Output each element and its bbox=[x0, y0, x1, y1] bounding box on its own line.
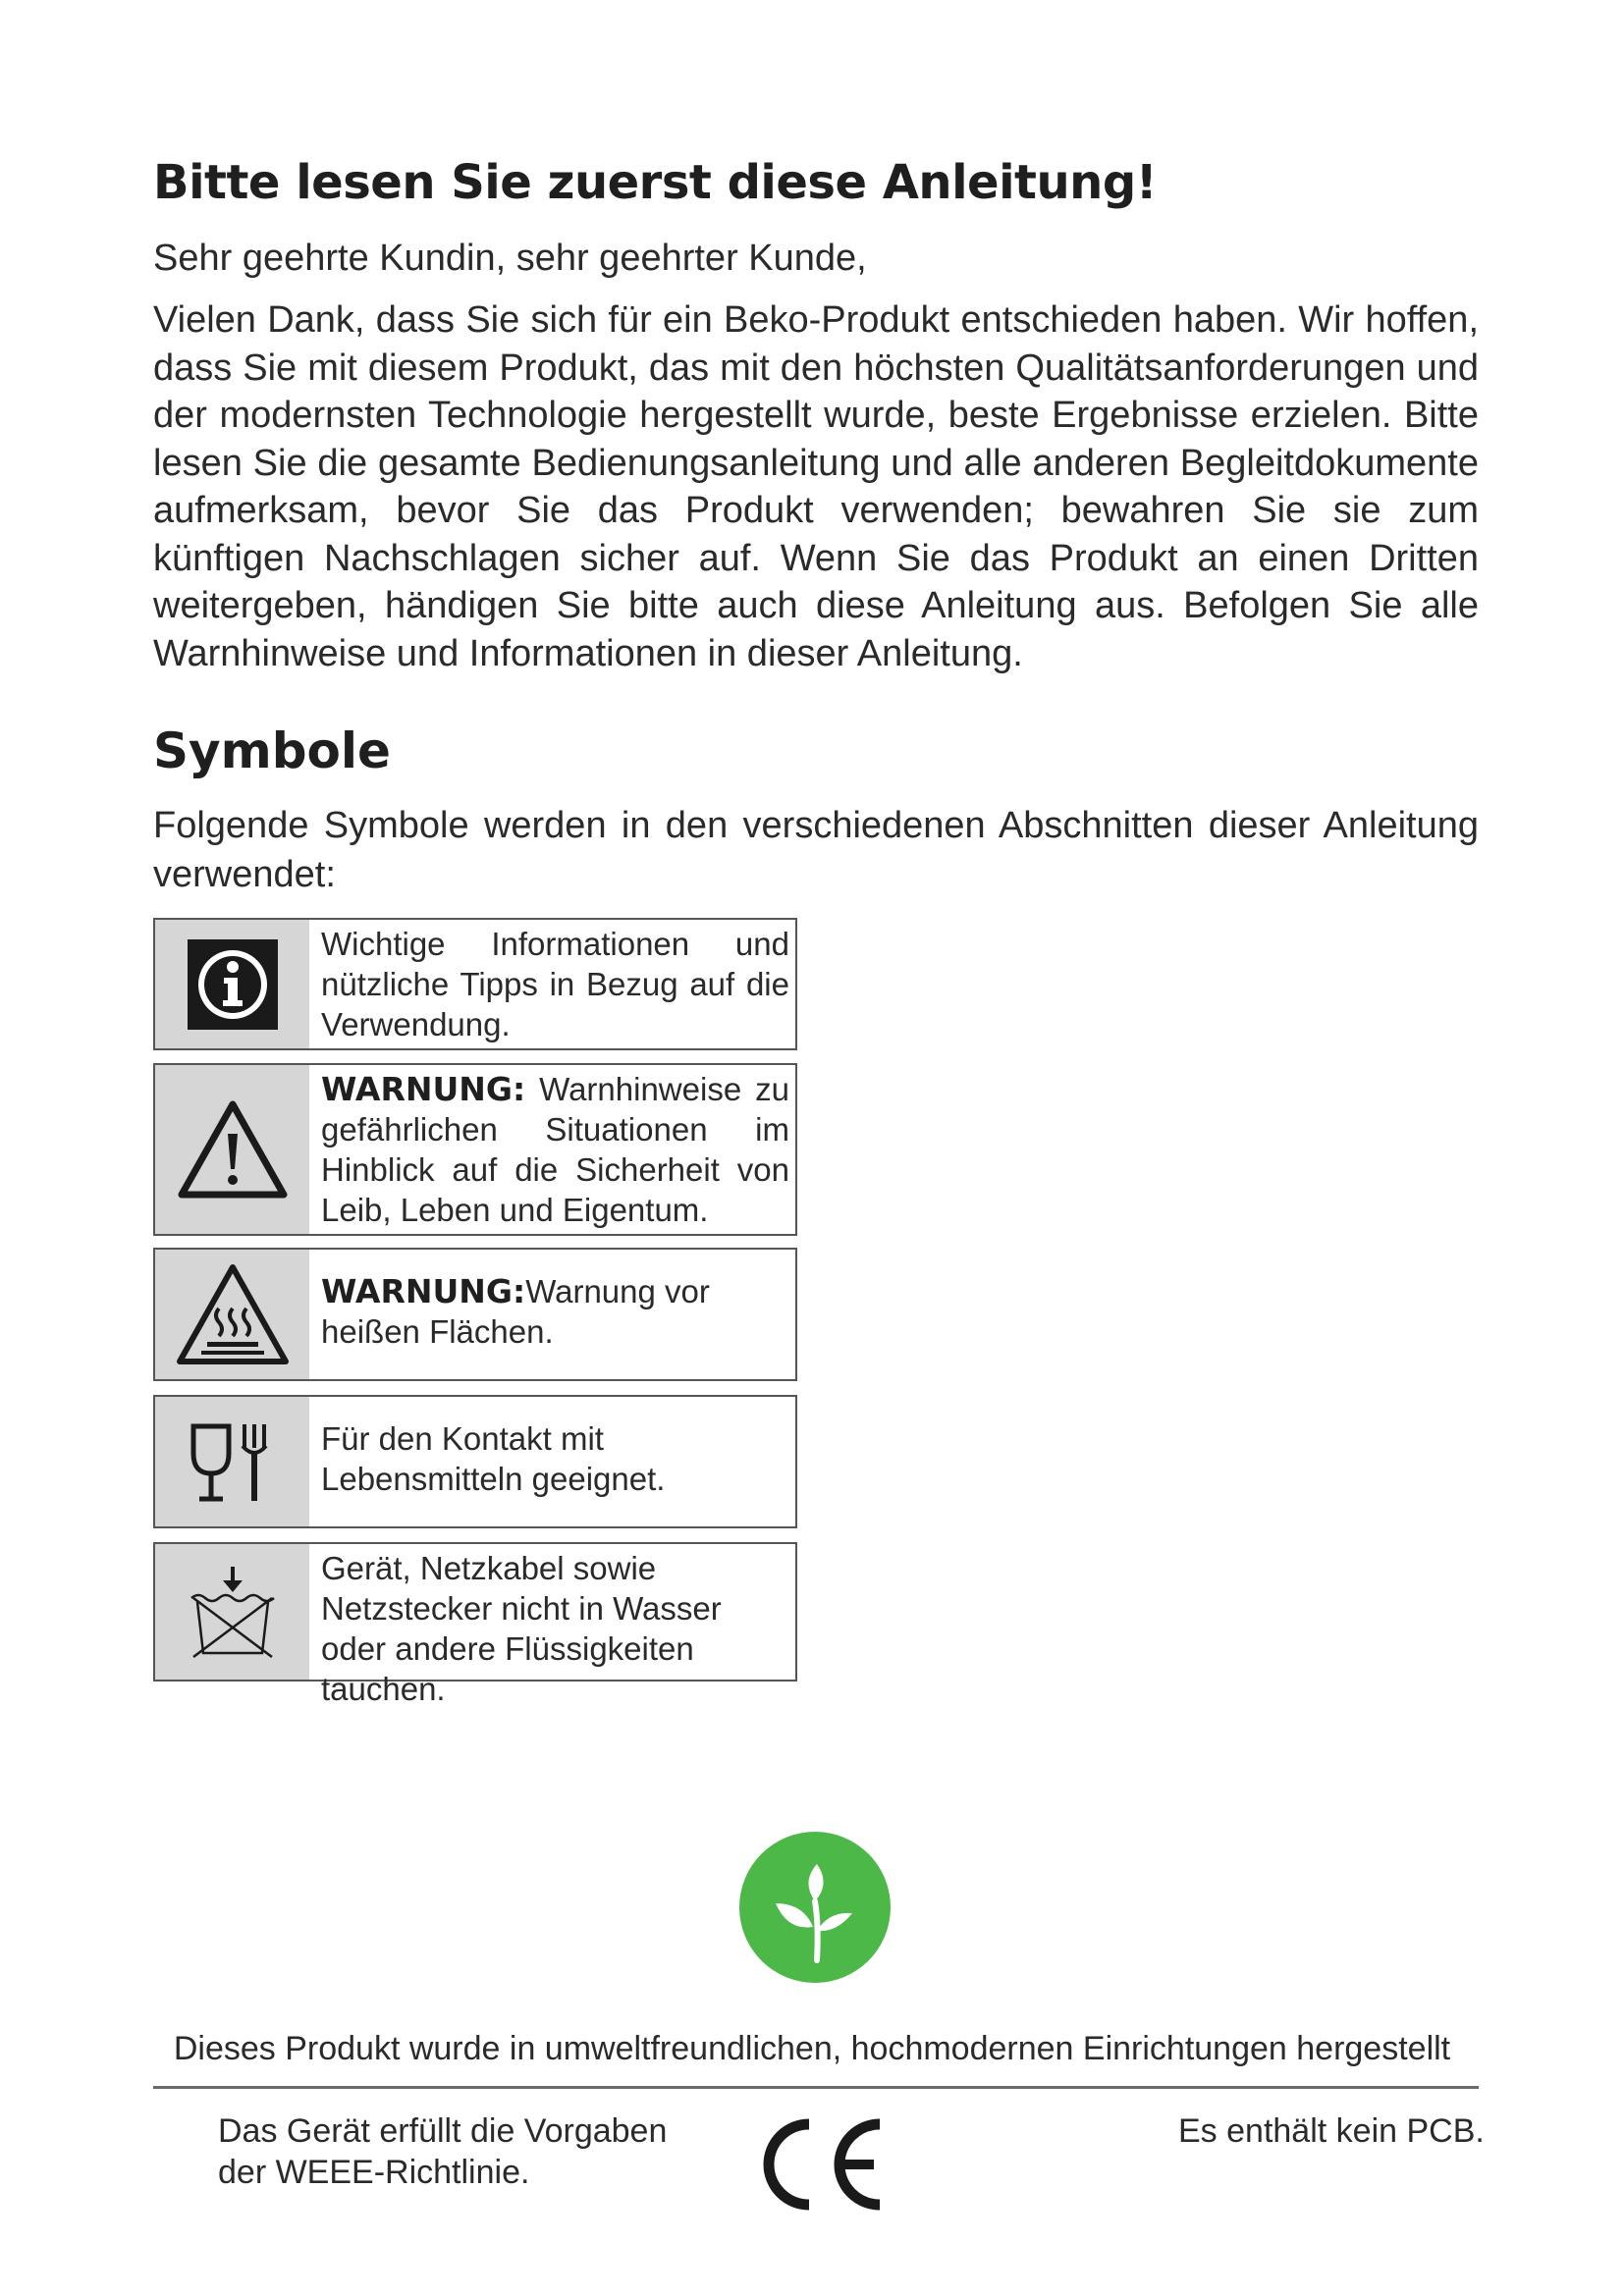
weee-note bbox=[218, 2110, 667, 2193]
symbol-text-hot-surface: Warnung vor heißen Flächen. bbox=[321, 1273, 710, 1350]
symbol-text-warning: Warnhinweise zu gefährlichen Situationen im Hinblick auf die Sicherheit von Leib, Leben und Eigentum. bbox=[321, 1071, 789, 1228]
symbol-box-warning bbox=[153, 1063, 797, 1236]
symbol-box-no-immersion bbox=[153, 1542, 797, 1707]
food-safe-icon bbox=[155, 1397, 309, 1526]
symbol-text-food-safe: Für den Kontakt mit Lebensmitteln geeignet. bbox=[321, 1420, 666, 1497]
eco-statement: Dieses Produkt wurde in umweltfreundlichen, hochmodernen Einrichtungen hergestellt bbox=[173, 2030, 1451, 2067]
hot-surface-icon bbox=[155, 1250, 309, 1379]
no-immersion-icon bbox=[155, 1544, 309, 1680]
symbol-text-info: Wichtige Informationen und nützliche Tipps in Bezug auf die Verwendung. bbox=[321, 926, 789, 1042]
info-icon bbox=[155, 920, 309, 1048]
warning-triangle-icon bbox=[155, 1065, 309, 1234]
salutation: Sehr geehrte Kundin, sehr geehrter Kunde, bbox=[153, 238, 867, 279]
symbols-intro: Folgende Symbole werden in den verschiedenen Abschnitten dieser Anleitung verwendet: bbox=[153, 805, 1479, 895]
symbols-heading: Symbole bbox=[153, 722, 391, 779]
intro-paragraph: Vielen Dank, dass Sie sich für ein Beko-Produkt entschieden haben. Wir hoffen, dass Sie mit diesem Produkt, das mit den höchsten Qualitätsanforderungen und der modernsten Technologie hergestellt wurde, beste Ergebnisse erzielen. Bitte lesen Sie die gesamte Bedienungsanleitung und alle anderen Begleitdokumente aufmerksam, bevor Sie das Produkt verwenden; bewahren Sie sie zum künftigen Nachschlagen sicher auf. Wenn Sie das Produkt an einen Dritten weitergeben, händigen Sie bitte auch diese Anleitung aus. Befolgen Sie alle Warnhinweise und Informationen in dieser Anleitung. bbox=[153, 299, 1479, 674]
warning-label: WARNUNG: bbox=[321, 1070, 526, 1108]
eco-leaf-icon bbox=[738, 1831, 892, 1984]
symbol-text-no-immersion: Gerät, Netzkabel sowie Netzstecker nicht in Wasser oder andere Flüssigkeiten tauchen. bbox=[321, 1550, 722, 1707]
footer-divider bbox=[153, 2086, 1479, 2089]
weee-line-2: der WEEE-Richtlinie. bbox=[218, 2154, 530, 2191]
ce-mark-icon bbox=[744, 2110, 890, 2218]
hot-warning-label: WARNUNG: bbox=[321, 1272, 526, 1310]
symbol-box-hot-surface bbox=[153, 1248, 797, 1381]
page-title: Bitte lesen Sie zuerst diese Anleitung! bbox=[153, 155, 1158, 210]
symbol-box-food-safe bbox=[153, 1395, 797, 1528]
symbol-box-info bbox=[153, 918, 797, 1050]
pcb-note: Es enthält kein PCB. bbox=[1178, 2112, 1485, 2150]
weee-line-1: Das Gerät erfüllt die Vorgaben bbox=[218, 2112, 668, 2150]
